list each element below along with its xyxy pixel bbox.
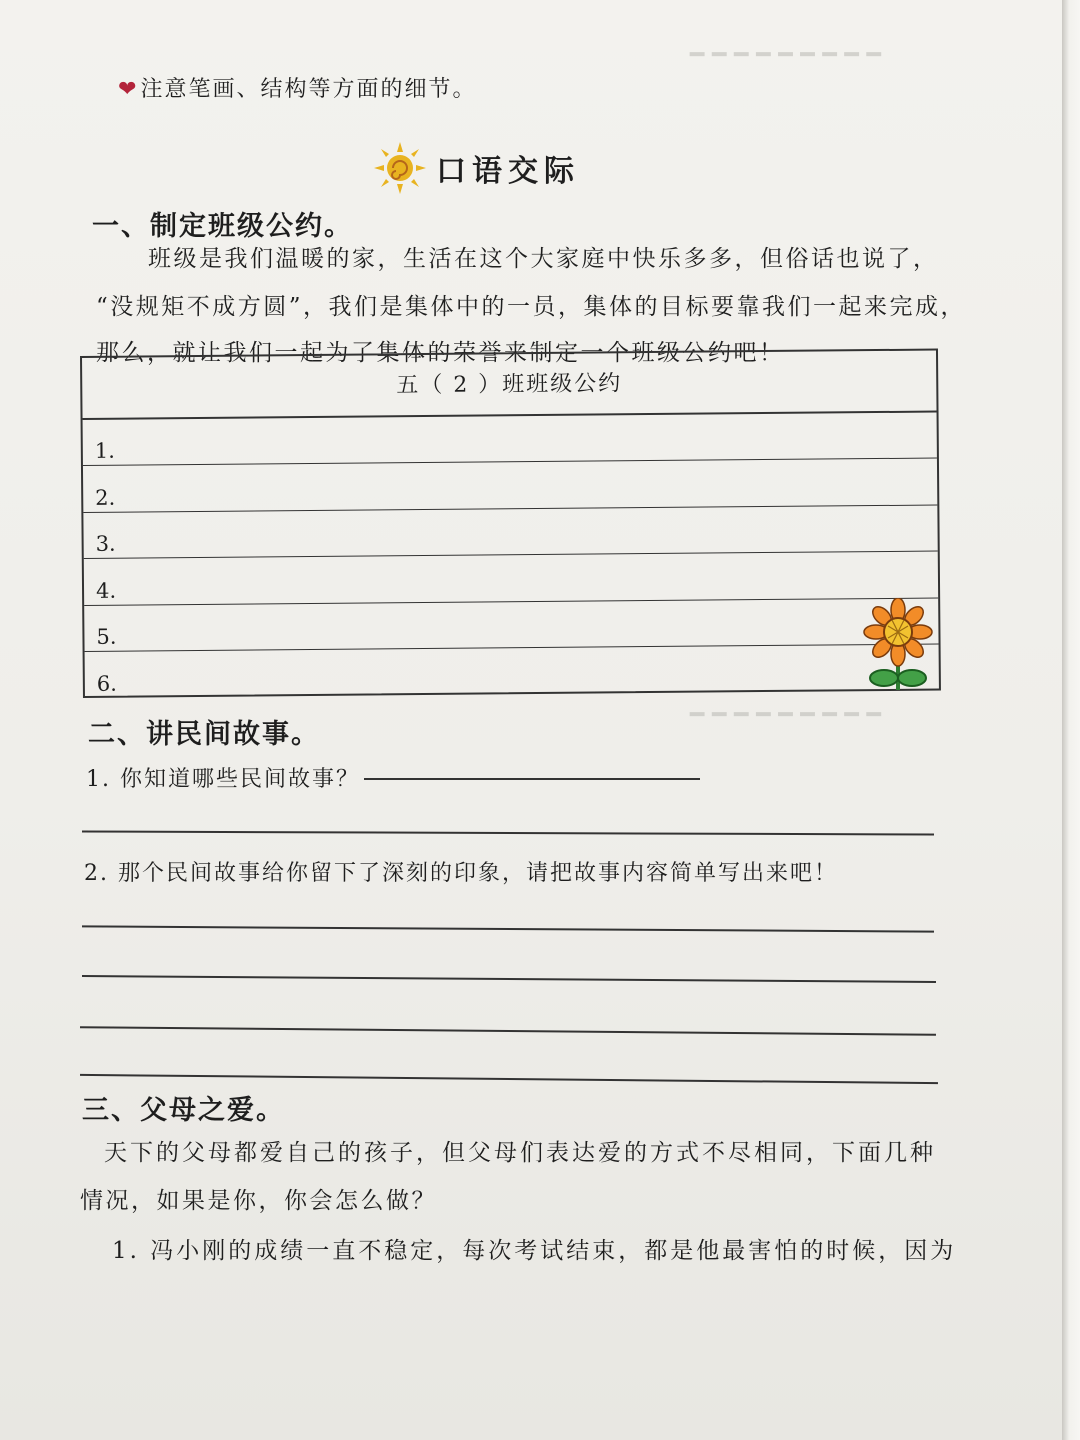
section3-heading: 三、父母之爱。: [82, 1095, 285, 1126]
section2-heading: 二、讲民间故事。: [88, 719, 320, 750]
show-through-texture: ━ ━ ━ ━ ━ ━ ━ ━ ━: [690, 700, 882, 728]
section1-line-2: “没规矩不成方圆”，我们是集体中的一员，集体的目标要靠我们一起来完成，: [96, 294, 967, 320]
table-row[interactable]: 3.: [83, 505, 937, 559]
sun-icon: [374, 142, 426, 194]
section1-line-3: 那么，就让我们一起为了集体的荣誉来制定一个班级公约吧！: [96, 340, 785, 366]
table-row[interactable]: 1.: [83, 413, 937, 467]
answer-line[interactable]: [82, 975, 936, 983]
section1-heading: 一、制定班级公约。: [92, 211, 353, 242]
oral-communication-header: [374, 142, 580, 194]
table-row[interactable]: 2.: [83, 459, 937, 513]
answer-line[interactable]: [80, 1074, 938, 1084]
table-caption: 五（ 2 ）班班级公约: [82, 351, 937, 420]
sunflower-icon: [858, 598, 938, 694]
section3-line-2: 情况，如果是你，你会怎么做？: [80, 1188, 437, 1214]
section2-question-2: 2. 那个民间故事给你留下了深刻的印象，请把故事内容简单写出来吧！: [84, 861, 838, 886]
class-rules-table: [80, 349, 941, 698]
writing-tip: ❤注意笔画、结构等方面的细节。: [118, 77, 477, 102]
show-through-texture: ━ ━ ━ ━ ━ ━ ━ ━ ━: [690, 40, 882, 68]
answer-line[interactable]: [364, 778, 700, 780]
page-edge: [1062, 0, 1080, 1440]
section1-line-1: 班级是我们温暖的家，生活在这个大家庭中快乐多多，但俗话也说了，: [148, 246, 939, 272]
section2-question-1: 1. 你知道哪些民间故事？: [86, 767, 360, 792]
table-row[interactable]: 5.: [84, 598, 938, 652]
heart-icon: ❤: [118, 77, 139, 102]
table-row[interactable]: 6.: [96, 672, 118, 697]
table-row[interactable]: 4.: [84, 552, 938, 606]
answer-line[interactable]: [82, 925, 934, 932]
section3-line-1: 天下的父母都爱自己的孩子，但父母们表达爱的方式不尽相同，下面几种: [104, 1140, 936, 1166]
answer-line[interactable]: [82, 831, 934, 836]
answer-line[interactable]: [80, 1026, 936, 1035]
section3-question-1: 1. 冯小刚的成绩一直不稳定，每次考试结束，都是他最害怕的时候，因为: [112, 1238, 957, 1264]
oral-title: 口语交际: [436, 154, 580, 189]
